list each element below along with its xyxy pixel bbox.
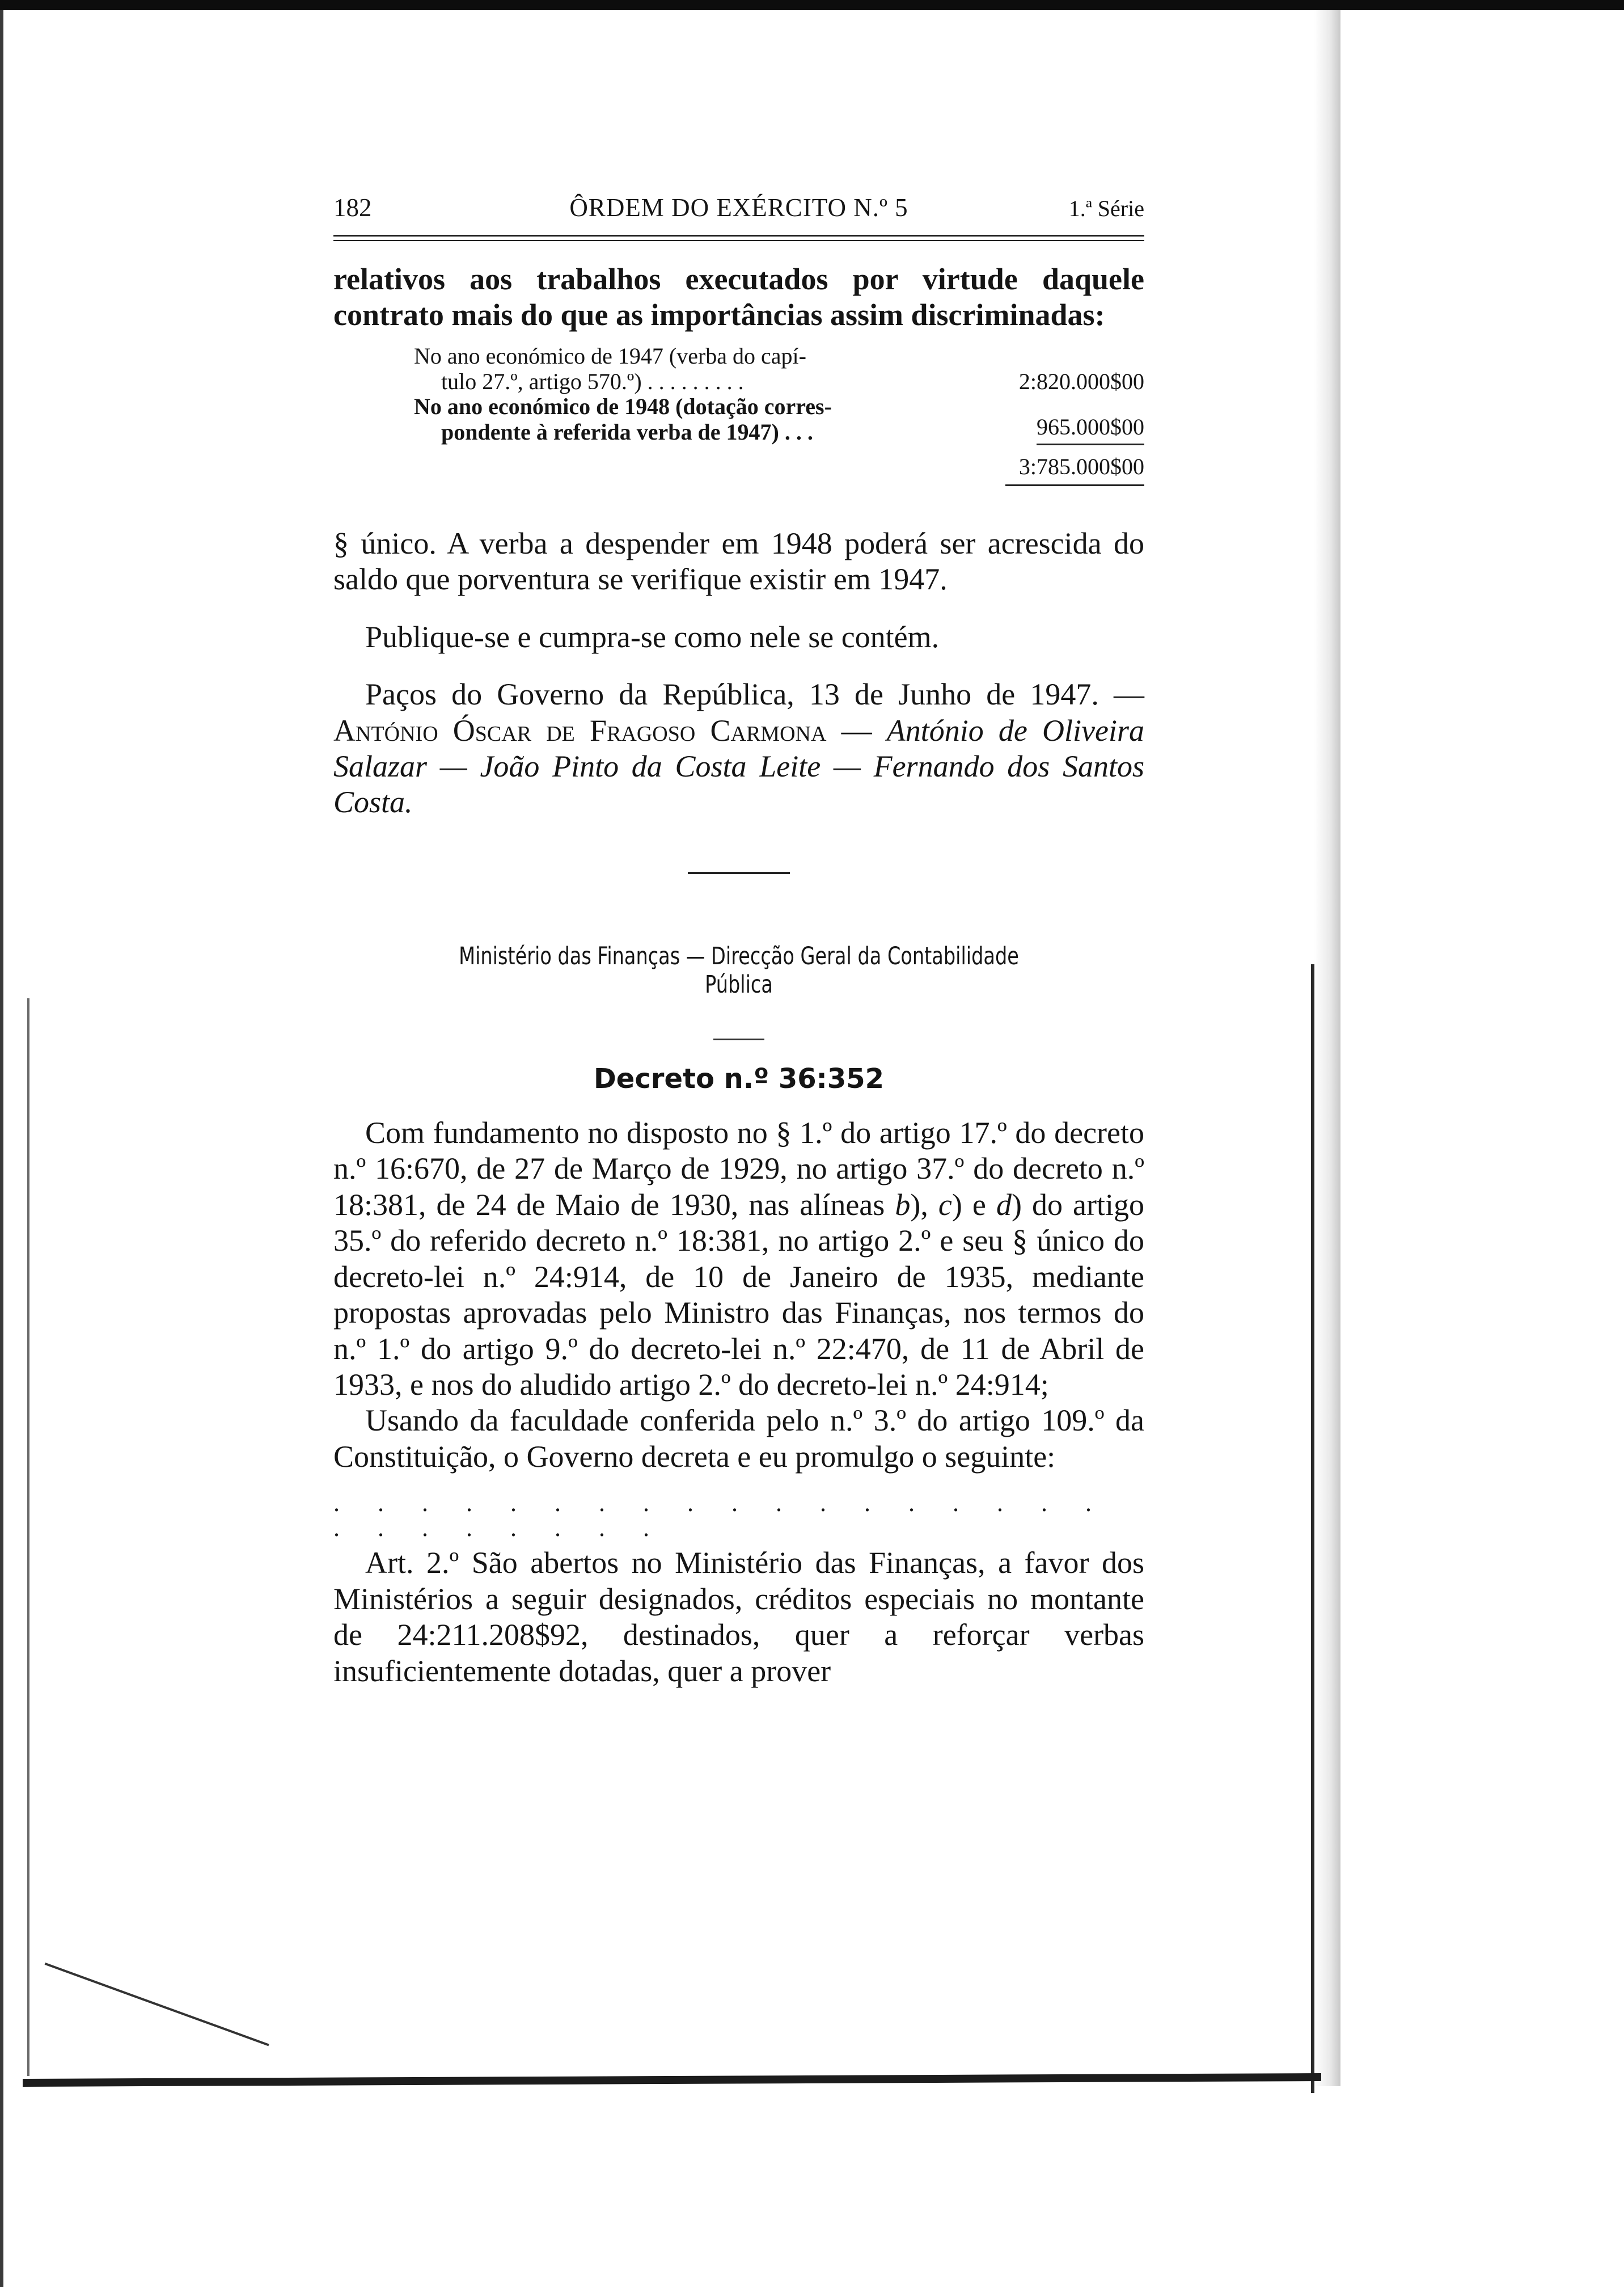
publication-title: ÔRDEM DO EXÉRCITO N.º 5	[569, 193, 908, 222]
amount-row-line2: tulo 27.º, artigo 570.º) . . . . . . . . .	[441, 368, 744, 394]
running-header	[333, 193, 1144, 227]
unico-paragraph: § único. A verba a despender em 1948 poderá ser acrescida do saldo que porventura se verifique existir em 1947.	[333, 526, 1144, 597]
scan-border-left	[0, 10, 3, 2287]
decree-paragraph-2: Usando da faculdade conferida pelo n.º 3.º do artigo 109.º da Constituição, o Governo decreta e eu promulgo o seguinte:	[333, 1403, 1144, 1474]
ellipsis-line: . . . . . . . . . . . . . . . . . . . . . . . . . .	[333, 1489, 1107, 1542]
amount-row	[414, 394, 1144, 445]
signature-president: António Óscar de Fragoso Carmona	[333, 713, 827, 748]
scan-binding-mark	[27, 998, 29, 2076]
decree-text: Com fundamento no disposto no § 1.º do artigo 17.º do decreto n.º 16:670, de 27 de Março de 1929, no artigo 37.º do decreto n.º 18:381, de 24 de Maio de 1930, nas alíneas	[333, 1115, 1144, 1222]
amount-row	[414, 344, 1144, 395]
page-number: 182	[333, 193, 372, 222]
amount-row-line2: pondente à referida verba de 1947) . . .	[441, 419, 813, 445]
decree-text: ),	[910, 1187, 938, 1222]
decree-text-italic: c	[938, 1187, 952, 1222]
amount-value: 2:820.000$00	[1018, 368, 1144, 394]
header-rule	[333, 235, 1144, 241]
publique-paragraph: Publique-se e cumpra-se como nele se contém.	[365, 619, 940, 654]
decree-paragraph-1	[333, 1115, 1144, 1403]
heading-divider	[713, 1039, 764, 1040]
amount-value: 965.000$00	[1037, 415, 1144, 445]
scan-page-edge-shadow	[1314, 10, 1340, 2086]
series-label: 1.ª Série	[1068, 196, 1144, 221]
ministry-heading: Ministério das Finanças — Direcção Geral da Contabilidade Pública	[459, 942, 1019, 999]
amount-total-row	[414, 445, 1144, 486]
scan-border-bottom	[23, 2073, 1321, 2087]
amount-total: 3:785.000$00	[1005, 445, 1144, 486]
signature-lead: Paços do Governo da República, 13 de Junho de 1947. —	[365, 677, 1144, 712]
scan-fold-mark	[45, 1963, 269, 2046]
decree-text-italic: b	[895, 1187, 911, 1222]
decree-text-italic: d	[996, 1187, 1012, 1222]
signature-separator: —	[826, 713, 887, 748]
scan-border-top	[0, 0, 1624, 10]
decree-text: ) e	[951, 1187, 996, 1222]
signature-names: António de Oliveira Salazar — João Pinto da Costa Leite — Fernando dos Santos Costa.	[333, 713, 1144, 820]
intro-paragraph: relativos aos trabalhos executados por virtude daquele contrato mais do que as importâncias assim discriminadas:	[333, 262, 1144, 332]
amount-row-line1: No ano económico de 1948 (dotação corres-	[414, 394, 832, 420]
decree-title: Decreto n.º 36:352	[593, 1062, 885, 1095]
amounts-table	[414, 344, 1144, 486]
scan-page-edge-line	[1311, 964, 1314, 2093]
signature-paragraph	[333, 677, 1144, 821]
amount-row-line1: No ano económico de 1947 (verba do capí-	[414, 343, 806, 369]
section-divider	[688, 872, 790, 874]
document-page	[333, 193, 1144, 1689]
article-2-paragraph: Art. 2.º São abertos no Ministério das Finanças, a favor dos Ministérios a seguir designados, créditos especiais no montante de 24:211.208$92, destinados, quer a reforçar verbas insuficientemente dotadas, quer a prover	[333, 1546, 1144, 1688]
decree-text: ) do artigo 35.º do referido decreto n.º 18:381, no artigo 2.º e seu § único do decreto-lei n.º 24:914, de 10 de Janeiro de 1935, mediante propostas aprovadas pelo Ministro das Finanças, nos termos do n.º 1.º do artigo 9.º do decreto-lei n.º 22:470, de 11 de Abril de 1933, e nos do aludido artigo 2.º do decreto-lei n.º 24:914;	[333, 1187, 1144, 1402]
